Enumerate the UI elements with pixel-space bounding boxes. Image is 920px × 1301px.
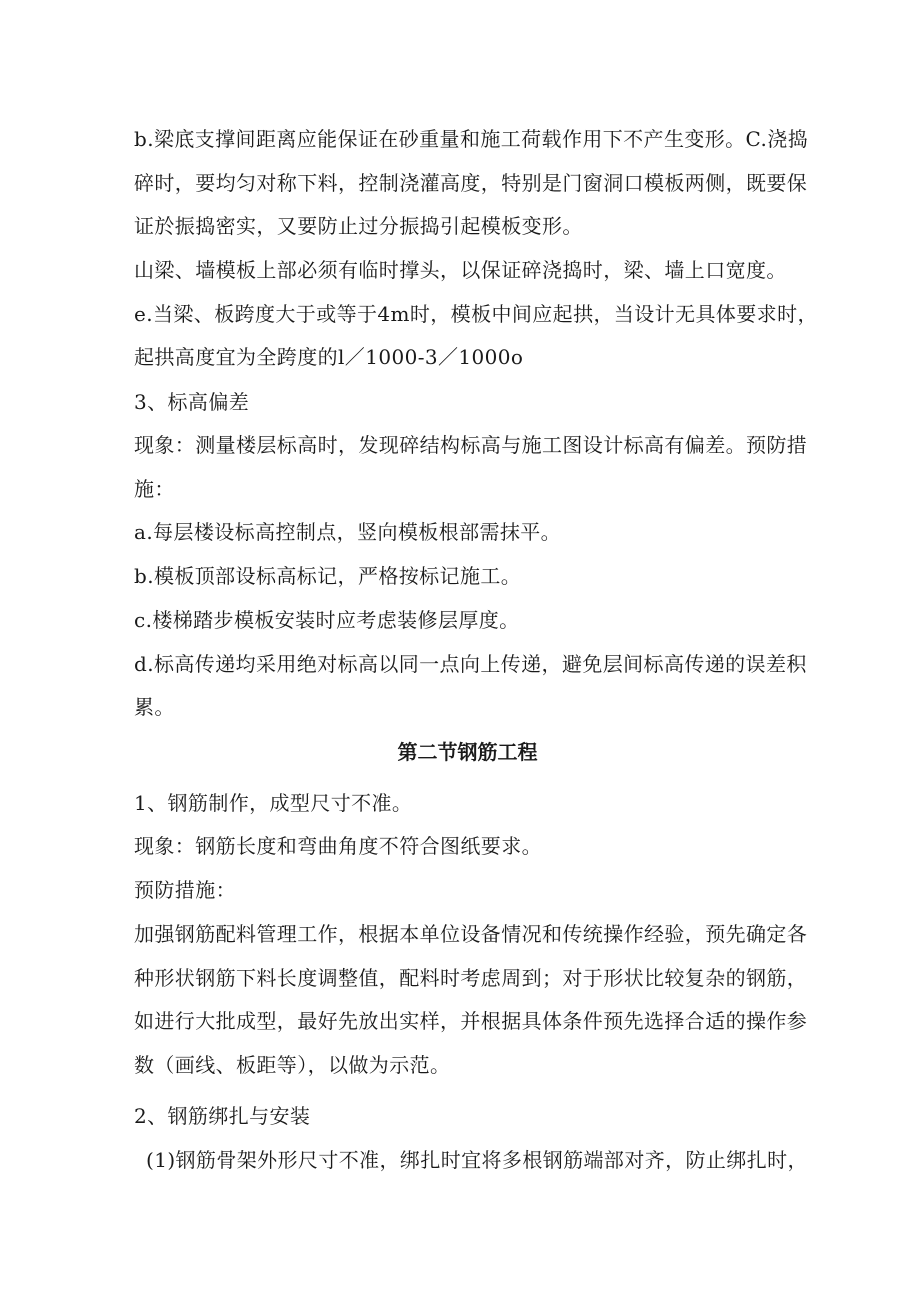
- text-line: 山梁、墙模板上部必须有临时撑头，以保证碎浇捣时，梁、墙上口宽度。: [134, 258, 787, 282]
- text-line: 如进行大批成型，最好先放出实样，并根据具体条件预先选择合适的操作参: [134, 1009, 808, 1033]
- text-line: 累。: [134, 695, 175, 719]
- text-line: 现象：钢筋长度和弯曲角度不符合图纸要求。: [134, 834, 542, 858]
- text-line: 数（画线、板距等），以做为示范。: [134, 1053, 451, 1077]
- text-line: (1)钢筋骨架外形尺寸不准，绑扎时宜将多根钢筋端部对齐，防止绑扎时，: [146, 1148, 808, 1172]
- text-line: b.梁底支撑间距离应能保证在砂重量和施工荷载作用下不产生变形。C.浇捣: [134, 127, 809, 151]
- text-line: 证於振捣密实，又要防止过分振捣引起模板变形。: [134, 214, 583, 238]
- text-line: c.楼梯踏步模板安装时应考虑装修层厚度。: [134, 608, 520, 632]
- section-subheading: 2、钢筋绑扎与安装: [134, 1104, 311, 1128]
- section-subheading: 3、标高偏差: [134, 390, 250, 414]
- text-line: 加强钢筋配料管理工作，根据本单位设备情况和传统操作经验，预先确定各: [134, 922, 808, 946]
- text-line: 起拱高度宜为全跨度的l／1000-3／1000o: [134, 345, 524, 369]
- section-heading: 第二节钢筋工程: [397, 740, 538, 764]
- text-line: a.每层楼设标高控制点，竖向模板根部需抹平。: [134, 520, 562, 544]
- text-line: 种形状钢筋下料长度调整值，配料时考虑周到；对于形状比较复杂的钢筋，: [134, 966, 808, 990]
- section-subheading: 1、钢筋制作，成型尺寸不准。: [134, 791, 413, 815]
- text-line: 碎时，要均匀对称下料，控制浇灌高度，特别是门窗洞口模板两侧，既要保: [134, 171, 808, 195]
- text-line: 现象：测量楼层标高时，发现碎结构标高与施工图设计标高有偏差。预防措: [134, 433, 808, 457]
- text-line: b.模板顶部设标高标记，严格按标记施工。: [134, 564, 522, 588]
- text-line: d.标高传递均采用绝对标高以同一点向上传递，避免层间标高传递的误差积: [134, 652, 807, 676]
- text-line: 预防措施：: [134, 878, 236, 902]
- text-line: e.当梁、板跨度大于或等于4m时，模板中间应起拱，当设计无具体要求时，: [134, 302, 818, 326]
- text-line: 施：: [134, 477, 175, 501]
